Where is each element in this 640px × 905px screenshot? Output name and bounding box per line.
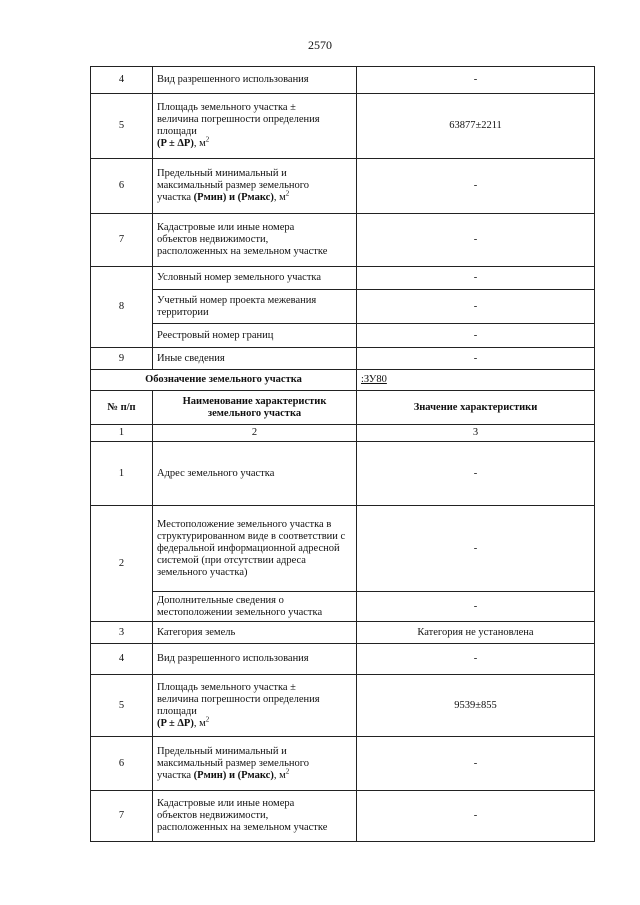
characteristic-value: - xyxy=(357,214,595,267)
column-number: 2 xyxy=(153,425,357,442)
name-line: участка xyxy=(157,192,194,203)
characteristic-name xyxy=(153,214,357,267)
characteristic-name: Дополнительные сведения о местоположении земельного участка xyxy=(153,592,357,622)
formula-label: (Pмин) и (Pмакс) xyxy=(193,192,274,203)
characteristic-value: - xyxy=(357,791,595,842)
table-row xyxy=(91,737,595,791)
characteristic-value: - xyxy=(357,159,595,214)
name-line: Кадастровые или иные номера xyxy=(157,222,295,233)
characteristic-value: Категория не установлена xyxy=(357,622,595,644)
characteristic-value: - xyxy=(357,67,595,94)
name-line: Предельный минимальный и xyxy=(157,168,287,179)
characteristic-name: Категория земель xyxy=(153,622,357,644)
table-row xyxy=(91,290,595,324)
name-line: Площадь земельного участка ± xyxy=(157,681,296,693)
column-number: 3 xyxy=(357,425,595,442)
unit-label: , м xyxy=(273,769,286,781)
table-row xyxy=(91,214,595,267)
table-row xyxy=(91,622,595,644)
formula-label: (P ± ΔP) xyxy=(157,717,194,729)
characteristic-value: - xyxy=(357,506,595,592)
characteristic-name: Местоположение земельного участка в структурированном виде в соответствии с федеральной информационной адресной системой (при отсутствии адреса земельного участка) xyxy=(153,506,357,592)
column-number-row xyxy=(91,425,595,442)
characteristic-value: - xyxy=(357,290,595,324)
characteristic-name: Условный номер земельного участка xyxy=(153,267,357,290)
characteristic-name: Учетный номер проекта межевания территории xyxy=(153,290,357,324)
unit-label: , м xyxy=(273,192,286,203)
column-header: № п/п xyxy=(91,391,153,425)
row-number: 7 xyxy=(91,214,153,267)
unit-exponent: 2 xyxy=(285,189,290,198)
unit-exponent: 2 xyxy=(285,767,290,775)
characteristic-value: - xyxy=(357,737,595,791)
characteristic-name: Вид разрешенного использования xyxy=(153,644,357,675)
table-row xyxy=(91,67,595,94)
characteristic-value: - xyxy=(357,644,595,675)
column-header: Значение характеристики xyxy=(357,391,595,425)
row-number: 6 xyxy=(91,737,153,791)
header-row xyxy=(91,391,595,425)
name-line: объектов недвижимости, xyxy=(157,234,269,245)
row-number: 4 xyxy=(91,67,153,94)
row-number: 5 xyxy=(91,94,153,159)
table-row xyxy=(91,675,595,737)
row-number: 7 xyxy=(91,791,153,842)
row-number: 3 xyxy=(91,622,153,644)
column-number: 1 xyxy=(91,425,153,442)
row-number: 1 xyxy=(91,442,153,506)
formula-label: (Pмин) и (Pмакс) xyxy=(193,769,274,781)
table-row xyxy=(91,506,595,592)
table-row xyxy=(91,348,595,370)
row-number: 8 xyxy=(91,267,153,348)
designation-label: Обозначение земельного участка xyxy=(91,370,357,391)
name-line: Площадь земельного участка ± xyxy=(157,102,296,113)
row-number: 9 xyxy=(91,348,153,370)
table-row xyxy=(91,94,595,159)
characteristic-name xyxy=(153,675,357,737)
unit-exponent: 2 xyxy=(205,715,210,723)
characteristic-name xyxy=(153,159,357,214)
characteristic-name xyxy=(153,791,357,842)
characteristic-name: Вид разрешенного использования xyxy=(153,67,357,94)
row-number: 6 xyxy=(91,159,153,214)
table-row xyxy=(91,267,595,290)
row-number: 2 xyxy=(91,506,153,622)
characteristic-name xyxy=(153,737,357,791)
name-line: Кадастровые или иные номера xyxy=(157,798,295,809)
name-line: Предельный минимальный и xyxy=(157,745,287,757)
column-header: Наименование характеристик земельного участка xyxy=(153,391,357,425)
characteristic-value: 63877±2211 xyxy=(357,94,595,159)
table-row xyxy=(91,791,595,842)
name-line: расположенных на земельном участке xyxy=(157,246,328,257)
characteristic-value: - xyxy=(357,267,595,290)
table-row xyxy=(91,159,595,214)
name-line: объектов недвижимости, xyxy=(157,810,269,821)
name-line: площади xyxy=(157,705,197,717)
name-line: величина погрешности определения xyxy=(157,114,320,125)
row-number: 4 xyxy=(91,644,153,675)
unit-label: , м xyxy=(193,138,206,149)
table-row xyxy=(91,644,595,675)
characteristic-value: - xyxy=(357,348,595,370)
name-line: величина погрешности определения xyxy=(157,693,320,705)
designation-value: :ЗУ80 xyxy=(357,370,595,391)
characteristic-value: - xyxy=(357,324,595,348)
characteristic-value: 9539±855 xyxy=(357,675,595,737)
name-line: участка xyxy=(157,769,194,781)
name-line: расположенных на земельном участке xyxy=(157,822,328,833)
formula-label: (P ± ΔP) xyxy=(157,138,194,149)
name-line: площади xyxy=(157,126,197,137)
table-row xyxy=(91,442,595,506)
row-number: 5 xyxy=(91,675,153,737)
characteristic-value: - xyxy=(357,592,595,622)
characteristic-name: Иные сведения xyxy=(153,348,357,370)
unit-exponent: 2 xyxy=(205,135,210,144)
table-row xyxy=(91,324,595,348)
land-plot-table xyxy=(90,66,595,842)
name-line: максимальный размер земельного xyxy=(157,757,310,769)
unit-label: , м xyxy=(193,717,206,729)
characteristic-name: Реестровый номер границ xyxy=(153,324,357,348)
characteristic-name: Адрес земельного участка xyxy=(153,442,357,506)
name-line: максимальный размер земельного xyxy=(157,180,310,191)
table-row xyxy=(91,592,595,622)
page-number: 2570 xyxy=(308,38,332,52)
characteristic-name xyxy=(153,94,357,159)
characteristic-value: - xyxy=(357,442,595,506)
designation-row xyxy=(91,370,595,391)
